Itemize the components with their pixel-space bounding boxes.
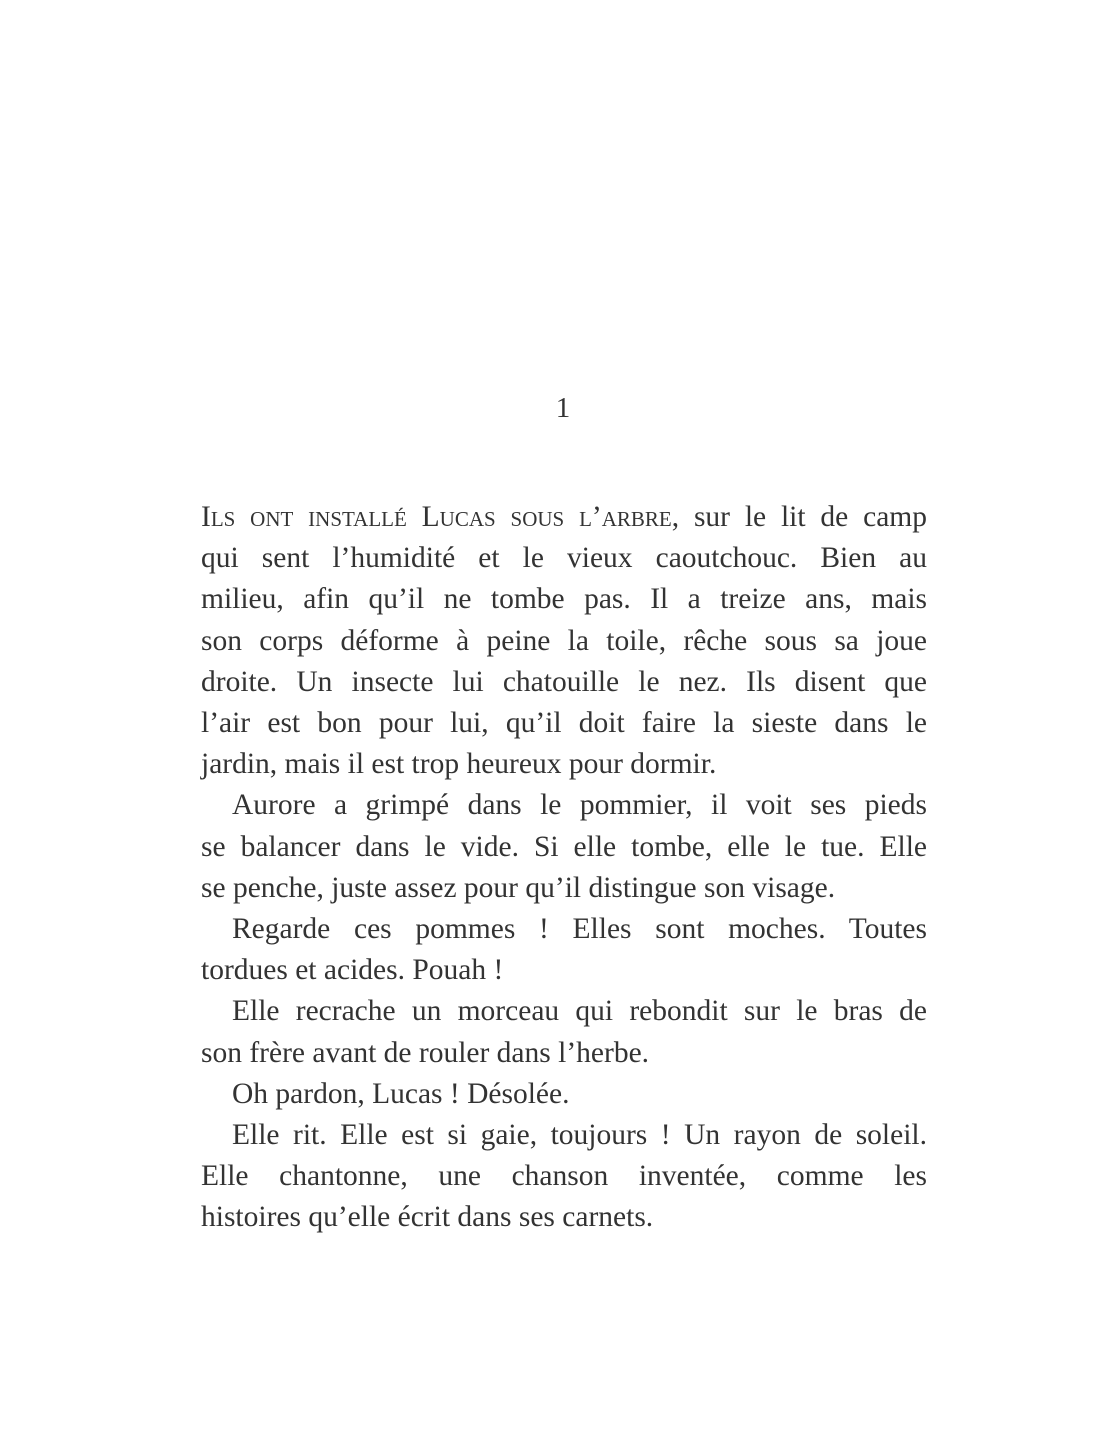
paragraph-4 [201, 991, 927, 1073]
text-line [201, 497, 927, 538]
paragraph-2 [201, 785, 927, 909]
paragraph-5 [201, 1074, 927, 1115]
paragraph-3 [201, 909, 927, 991]
text-line: son frère avant de rouler dans l’herbe. [201, 1036, 650, 1069]
text-line: son corps déforme à peine la toile, rêche sous sa joue [201, 624, 927, 657]
text-line: jardin, mais il est trop heureux pour dormir. [201, 748, 717, 781]
text-line: droite. Un insecte lui chatouille le nez. Ils disent que [201, 665, 927, 698]
text-line-rest: , sur le lit de camp [671, 501, 927, 533]
text-line: Oh pardon, Lucas ! Désolée. [232, 1077, 570, 1110]
text-line: se balancer dans le vide. Si elle tombe, elle le tue. Elle [201, 830, 927, 863]
text-line: qui sent l’humidité et le vieux caoutchouc. Bien au [201, 542, 927, 575]
text-line: Elle chantonne, une chanson inventée, comme les [201, 1160, 927, 1193]
text-line: Elle recrache un morceau qui rebondit sur le bras de [232, 995, 927, 1028]
body-text [201, 497, 927, 1239]
chapter-number: 1 [555, 392, 571, 424]
text-line: Regarde ces pommes ! Elles sont moches. Toutes [232, 913, 927, 946]
text-line: milieu, afin qu’il ne tombe pas. Il a treize ans, mais [201, 583, 927, 616]
text-line: histoires qu’elle écrit dans ses carnets. [201, 1201, 654, 1234]
text-line: tordues et acides. Pouah ! [201, 954, 504, 987]
text-line: Elle rit. Elle est si gaie, toujours ! Un rayon de soleil. [232, 1119, 927, 1152]
text-line: l’air est bon pour lui, qu’il doit faire la sieste dans le [201, 707, 927, 740]
text-line: se penche, juste assez pour qu’il distingue son visage. [201, 871, 836, 904]
text-line: Aurore a grimpé dans le pommier, il voit ses pieds [232, 789, 927, 822]
paragraph-1 [201, 497, 927, 785]
opening-small-caps: Ils ont installé Lucas sous l’arbre [201, 501, 672, 533]
paragraph-6 [201, 1115, 927, 1239]
